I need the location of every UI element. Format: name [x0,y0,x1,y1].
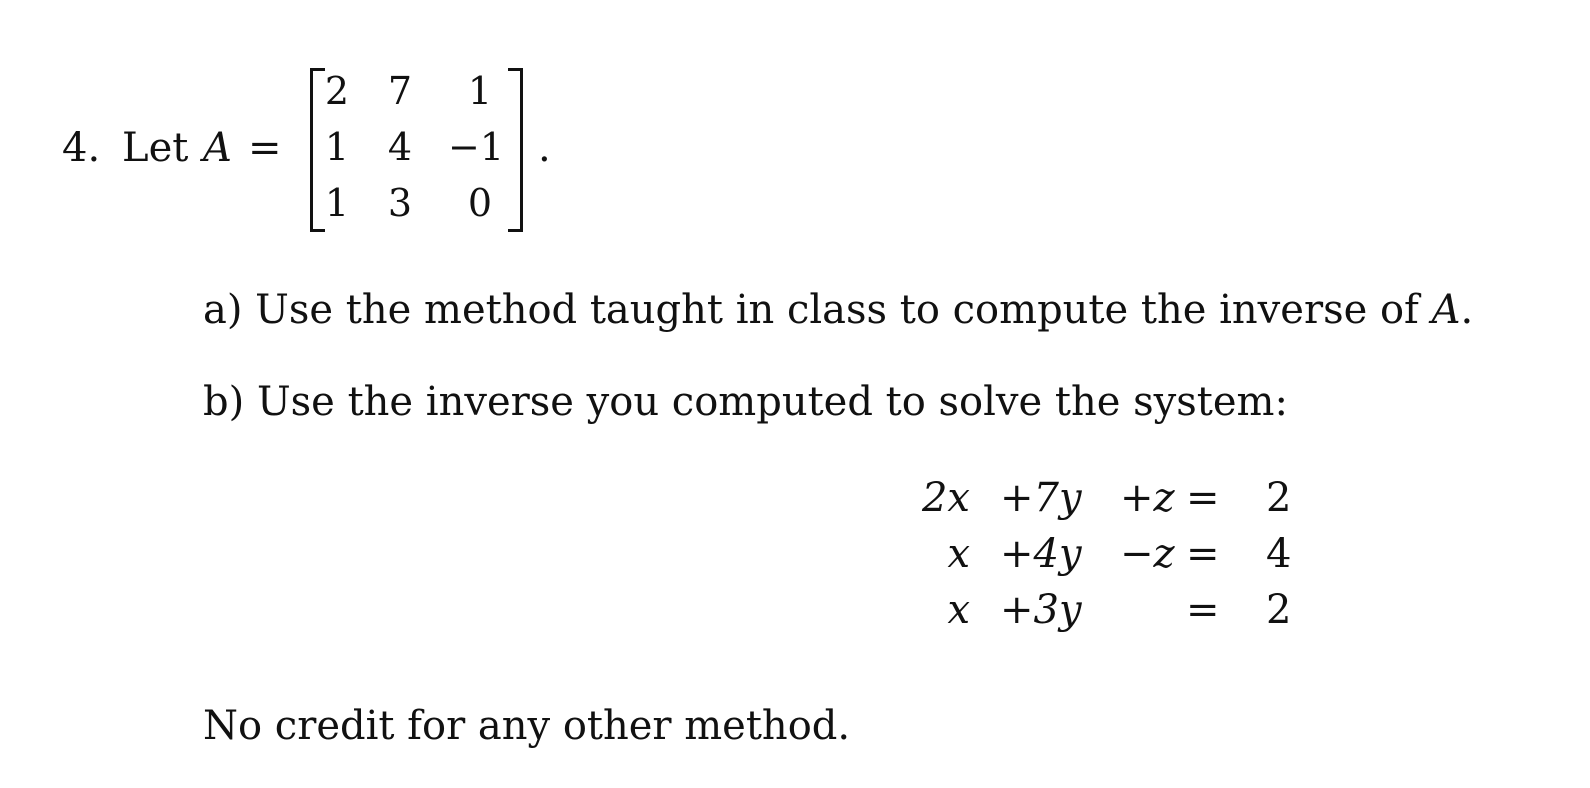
matrix-cell: 2 [324,69,350,113]
matrix-cell: 1 [324,181,350,225]
matrix-variable: A [203,125,232,171]
matrix-cell: 3 [387,181,413,225]
system-term-z: +z [1120,475,1175,521]
matrix-period: . [538,125,551,171]
system-equals: = [1186,531,1220,577]
system-term-x: x [947,587,970,633]
matrix-right-bracket [508,68,523,232]
matrix-cell: 4 [387,125,413,169]
system-term-y: +4y [1000,531,1082,577]
system-term-y: +7y [1000,475,1082,521]
system-equals: = [1186,475,1220,521]
part-b-text: Use the inverse you computed to solve the system: [256,379,1288,425]
matrix-cell: 1 [324,125,350,169]
matrix-cell: −1 [447,125,505,169]
let-text: Let [122,125,189,171]
system-equals: = [1186,587,1220,633]
equals-sign: = [248,125,282,171]
system-term-z: −z [1120,531,1175,577]
part-a-period: . [1460,287,1474,333]
footer-note: No credit for any other method. [203,703,851,749]
system-term-y: +3y [1000,587,1082,633]
matrix-cell: 1 [467,69,493,113]
part-a-label: a) [203,287,243,333]
system-term-x: x [947,531,970,577]
problem-number: 4. [62,125,101,171]
part-a [203,287,1474,333]
system-rhs: 2 [1266,475,1292,521]
part-b [203,379,1288,425]
matrix-cell: 7 [387,69,413,113]
part-a-variable: A [1431,287,1461,333]
part-b-label: b) [203,379,245,425]
matrix-cell: 0 [467,181,493,225]
system-term-x: 2x [921,475,970,521]
system-rhs: 2 [1266,587,1292,633]
part-a-text: Use the method taught in class to compute the inverse of [255,287,1419,333]
system-rhs: 4 [1266,531,1292,577]
